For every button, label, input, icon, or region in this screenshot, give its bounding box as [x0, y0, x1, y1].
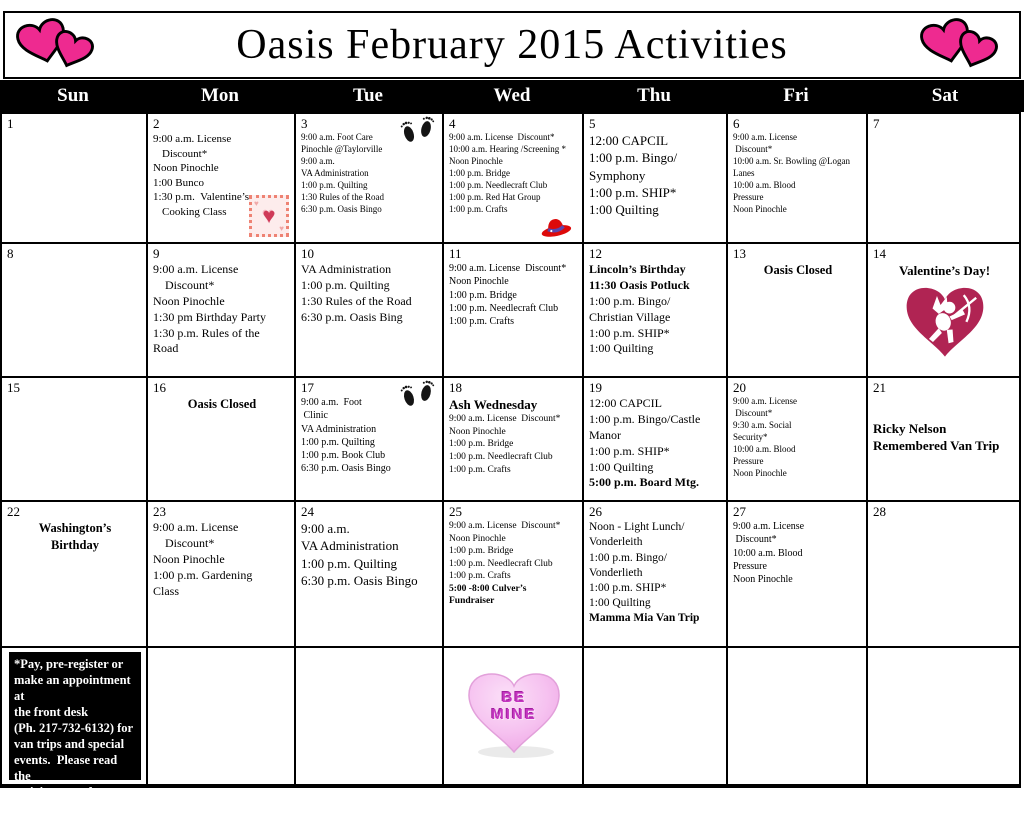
day-number: 23	[153, 504, 166, 519]
event-line: Oasis Closed	[763, 263, 833, 278]
event-list	[589, 132, 723, 218]
day-number: 3	[301, 116, 308, 131]
event-line: 11:30 Oasis Potluck	[589, 278, 690, 293]
day-number: 24	[301, 504, 314, 519]
event-line: 9:00 a.m. License	[153, 262, 239, 277]
event-line: Noon Pinochle	[153, 162, 219, 175]
event-line: Noon Pinochle	[733, 467, 787, 478]
day-number: 10	[301, 246, 314, 261]
event-list	[153, 396, 291, 413]
day-number: 22	[7, 504, 20, 519]
event-line: Noon Pinochle	[153, 293, 225, 308]
day-number: 8	[7, 246, 14, 261]
event-line: 1:00 p.m. Bridge	[449, 439, 514, 450]
event-line: 9:00 a.m.	[301, 521, 350, 537]
event-line: VA Administration	[301, 423, 377, 435]
event-line: Discount*	[733, 534, 777, 546]
calendar-cell-day-11	[444, 244, 582, 376]
day-number: 15	[7, 380, 20, 395]
event-line: 1:00 p.m. Bridge	[449, 289, 517, 301]
event-line: 1:00 p.m. Needlecraft Club	[449, 302, 559, 314]
event-line: Remembered Van Trip	[873, 438, 1000, 454]
event-line: 6:30 p.m. Oasis Bingo	[301, 463, 391, 475]
calendar-cell-day-21	[868, 378, 1019, 500]
event-line: 1:00 p.m. SHIP*	[589, 325, 670, 340]
calendar-cell-day-13	[728, 244, 866, 376]
event-line: 1:00 p.m. Quilting	[301, 555, 398, 571]
calendar-cell-day-12	[584, 244, 726, 376]
event-list	[153, 262, 291, 357]
footnote-line: the front desk	[14, 705, 89, 719]
event-line: 5:00 -8:00 Culver’s	[449, 583, 527, 594]
calendar-header	[3, 11, 1021, 79]
event-line: Symphony	[589, 167, 646, 183]
calendar-cell-day-28	[868, 502, 1019, 646]
weekday-header-mon: Mon	[201, 85, 239, 106]
day-number: 19	[589, 380, 602, 395]
day-number: 2	[153, 116, 160, 131]
event-line: Discount*	[733, 144, 773, 155]
footnote-line: events. Please read the	[14, 753, 121, 783]
event-line: 1:00 p.m. SHIP*	[589, 184, 677, 200]
footnote-line: make an appointment at	[14, 673, 134, 703]
event-line: 6:30 p.m. Oasis Bing	[301, 309, 403, 324]
footprints-icon	[400, 117, 436, 145]
day-number: 18	[449, 380, 462, 395]
event-line: 9:00 a.m. License	[733, 132, 797, 143]
event-list	[449, 520, 579, 608]
footnote-line: *Pay, pre-register or	[14, 657, 124, 671]
event-line: 12:00 CAPCIL	[589, 396, 663, 411]
footnote-line: van trips and special	[14, 737, 125, 751]
day-number: 11	[449, 246, 462, 261]
event-line: 1:00 Quilting	[589, 341, 654, 356]
event-line: VA Administration	[301, 167, 369, 178]
calendar-cell-day-4	[444, 114, 582, 242]
calendar-cell-day-22	[2, 502, 146, 646]
event-line: Ash Wednesday	[449, 397, 538, 413]
event-line: 1:30 Rules of the Road	[301, 191, 384, 202]
event-line: Mamma Mia Van Trip	[589, 612, 700, 625]
event-line: 9:00 a.m. Foot	[301, 397, 362, 409]
event-line: Clinic	[301, 410, 328, 422]
event-line: Discount*	[733, 408, 773, 419]
event-line: 5:00 p.m. Board Mtg.	[589, 475, 699, 490]
event-line: Birthday	[51, 537, 99, 552]
calendar-cell-day-5	[584, 114, 726, 242]
weekday-header-tue: Tue	[353, 85, 383, 106]
event-line: Ricky Nelson	[873, 421, 947, 437]
event-list	[733, 262, 863, 279]
event-line: Class	[153, 583, 180, 598]
day-number: 13	[733, 246, 746, 261]
event-line: Lanes	[733, 167, 755, 178]
event-line: Noon Pinochle	[449, 533, 506, 544]
event-line: Manor	[589, 427, 621, 442]
event-line: 10:00 a.m. Blood	[733, 547, 803, 559]
event-list	[733, 520, 863, 586]
hearts-decoration-left-icon	[5, 15, 115, 75]
footnote-box	[9, 652, 141, 815]
cupid-icon	[873, 280, 1016, 362]
event-line: 1:00 p.m. Bingo/	[589, 150, 678, 166]
calendar-grid	[0, 112, 1021, 815]
event-line: 9:00 a.m. License	[733, 396, 797, 407]
weekday-header-sun: Sun	[57, 85, 89, 106]
event-line: 1:00 p.m. Bridge	[449, 546, 514, 557]
day-number: 1	[7, 116, 14, 131]
event-line: 10:00 a.m. Hearing /Screening *	[449, 144, 566, 155]
footnote-line: activity notes for more	[14, 785, 134, 799]
event-line: Valentine’s Day!	[898, 263, 991, 279]
day-number: 28	[873, 504, 886, 519]
event-line: 1:00 p.m. Quilting	[301, 278, 390, 293]
event-line: 1:00 p.m. Crafts	[449, 464, 511, 475]
event-line: 1:00 Quilting	[589, 597, 651, 610]
weekday-header-sat: Sat	[931, 85, 959, 106]
event-line: Washington’s	[38, 521, 112, 536]
event-line: Security*	[733, 431, 768, 442]
calendar-cell-day-26	[584, 502, 726, 646]
event-list	[449, 262, 579, 328]
event-line: 1:00 Bunco	[153, 176, 205, 189]
weekday-header-row	[0, 80, 1024, 112]
event-line: Vonderlieth	[589, 566, 643, 579]
weekday-header-wed: Wed	[493, 85, 531, 106]
day-number: 27	[733, 504, 746, 519]
event-line: 10:00 a.m. Sr. Bowling @Logan	[733, 156, 851, 166]
event-line: 9:00 a.m. License Discount*	[449, 521, 561, 532]
event-line: 1:00 p.m. Gardening	[153, 567, 253, 582]
event-line: Oasis Closed	[187, 397, 257, 412]
calendar-cell-day-7	[868, 114, 1019, 242]
calendar-cell-day-3	[296, 114, 442, 242]
day-number: 16	[153, 380, 166, 395]
event-line: Pressure	[733, 191, 764, 202]
calendar-title: Oasis February 2015 Activities	[236, 22, 788, 68]
event-line: 9:30 a.m. Social	[733, 420, 792, 430]
event-line: 1:00 p.m. SHIP*	[589, 581, 667, 594]
day-number: 26	[589, 504, 602, 519]
event-line: Noon Pinochle	[733, 574, 793, 585]
event-list	[589, 520, 723, 626]
event-line: 6:30 p.m. Oasis Bingo	[301, 572, 418, 588]
event-line: 12:00 CAPCIL	[589, 133, 669, 149]
calendar-cell-day-9	[148, 244, 294, 376]
event-line: 1:00 p.m. Quilting	[301, 436, 375, 448]
event-line: Pinochle @Taylorville	[301, 144, 383, 155]
weekday-header-thu: Thu	[637, 85, 671, 106]
day-number: 6	[733, 116, 740, 131]
event-line: Discount*	[162, 536, 215, 551]
calendar-cell-day-6	[728, 114, 866, 242]
calendar-cell-empty	[2, 648, 146, 815]
stamp-icon: ♥ ♥ ♥	[249, 195, 289, 237]
event-line: Noon Pinochle	[449, 426, 506, 437]
event-list	[873, 262, 1016, 279]
event-line: Noon Pinochle	[449, 156, 503, 166]
event-line: 1:00 p.m. Bingo/	[589, 551, 667, 564]
calendar-cell-day-2	[148, 114, 294, 242]
event-line: Lincoln’s Birthday	[589, 262, 686, 277]
event-list	[589, 396, 723, 491]
calendar-cell-day-25	[444, 502, 582, 646]
event-line: Noon Pinochle	[449, 276, 509, 288]
event-line: Pressure	[733, 560, 767, 572]
day-number: 12	[589, 246, 602, 261]
event-line: 1:30 pm Birthday Party	[153, 309, 266, 324]
event-line: 1:00 p.m. Crafts	[449, 203, 508, 214]
event-list	[733, 132, 863, 215]
event-line: Vonderleith	[589, 536, 643, 549]
event-list	[7, 520, 143, 553]
day-number: 20	[733, 380, 746, 395]
event-line: 1:00 p.m. Crafts	[449, 571, 511, 582]
calendar-cell-day-24	[296, 502, 442, 646]
event-line: VA Administration	[301, 538, 399, 554]
calendar-cell-day-19	[584, 378, 726, 500]
day-number: 5	[589, 116, 596, 131]
event-line: Christian Village	[589, 309, 671, 324]
event-line: Pressure	[733, 455, 764, 466]
day-number: 4	[449, 116, 456, 131]
calendar-cell-empty	[728, 648, 866, 784]
day-number: 17	[301, 380, 314, 395]
event-list	[589, 262, 723, 357]
event-line: 1:00 Quilting	[589, 459, 654, 474]
event-list	[873, 420, 1016, 454]
event-line: Fundraiser	[449, 596, 495, 607]
event-list	[449, 132, 579, 215]
event-line: 9:00 a.m. License	[733, 521, 805, 533]
candy-line-2: MINE	[491, 705, 537, 723]
event-line: 9:00 a.m. License Discount*	[449, 132, 555, 143]
event-line: Noon Pinochle	[153, 551, 225, 566]
event-line: 9:00 a.m. Foot Care	[301, 132, 373, 143]
calendar-cell-empty	[444, 648, 582, 784]
footprints-icon	[400, 381, 436, 409]
calendar-cell-day-20	[728, 378, 866, 500]
event-line: VA Administration	[301, 262, 392, 277]
event-line: 1:30 Rules of the Road	[301, 293, 412, 308]
event-line: 9:00 a.m. License Discount*	[449, 263, 567, 275]
event-line: 1:00 p.m. Book Club	[301, 450, 386, 461]
event-line: 1:00 p.m. Crafts	[449, 316, 514, 327]
candy-line-1: BE	[501, 689, 527, 706]
calendar-cell-day-17	[296, 378, 442, 500]
event-line: 9:00 a.m. License	[153, 520, 239, 535]
event-line: Discount*	[162, 147, 208, 160]
be-mine-candy-heart-icon	[462, 664, 566, 765]
event-line: 1:30 p.m. Rules of the	[153, 325, 260, 340]
event-line: 9:00 a.m.	[301, 156, 335, 166]
event-line: 9:00 a.m. License Discount*	[449, 414, 561, 425]
event-line: 1:00 p.m. Bingo/Castle	[589, 412, 701, 427]
calendar-cell-empty	[148, 648, 294, 784]
event-line: Road	[153, 341, 179, 356]
calendar-cell-day-14	[868, 244, 1019, 376]
event-line: Discount*	[162, 278, 215, 293]
event-line: Cooking Class	[162, 205, 227, 218]
calendar-cell-empty	[584, 648, 726, 784]
event-list	[733, 396, 863, 479]
hearts-decoration-right-icon	[909, 15, 1019, 75]
calendar-cell-day-23	[148, 502, 294, 646]
event-list	[153, 520, 291, 599]
event-line: 1:00 p.m. Needlecraft Club	[449, 558, 553, 569]
calendar-cell-day-8	[2, 244, 146, 376]
event-line: 1:30 p.m. Valentine’s	[153, 191, 250, 204]
event-line: 1:00 p.m. Needlecraft Club	[449, 452, 553, 462]
footnote-line: detailed information.	[14, 801, 130, 815]
event-line: 1:00 p.m. Needlecraft Club	[449, 179, 548, 190]
calendar-cell-day-27	[728, 502, 866, 646]
event-line: 1:00 p.m. Bingo/	[589, 293, 671, 308]
day-number: 25	[449, 504, 462, 519]
day-number: 9	[153, 246, 160, 261]
event-list	[449, 396, 579, 476]
event-list	[301, 262, 439, 325]
weekday-header-fri: Fri	[783, 85, 809, 106]
event-line: Noon - Light Lunch/	[589, 521, 685, 534]
calendar-cell-empty	[868, 648, 1019, 784]
footnote-line: (Ph. 217-732-6132) for	[14, 721, 134, 735]
day-number: 7	[873, 116, 880, 131]
day-number: 14	[873, 246, 886, 261]
redhat-icon	[539, 215, 573, 239]
calendar-cell-day-1	[2, 114, 146, 242]
event-line: 1:00 p.m. Quilting	[301, 179, 368, 190]
calendar-cell-day-10	[296, 244, 442, 376]
day-number: 21	[873, 380, 886, 395]
event-line: 6:30 p.m. Oasis Bingo	[301, 203, 382, 214]
calendar-cell-day-15	[2, 378, 146, 500]
event-line: 1:00 p.m. Red Hat Group	[449, 191, 541, 202]
calendar-cell-day-18	[444, 378, 582, 500]
event-line: Noon Pinochle	[733, 203, 787, 214]
event-line: 1:00 p.m. SHIP*	[589, 443, 670, 458]
calendar-cell-empty	[296, 648, 442, 784]
event-line: 1:00 Quilting	[589, 201, 659, 217]
event-line: 9:00 a.m. License	[153, 133, 232, 146]
candy-heart-text	[462, 690, 566, 723]
calendar-cell-day-16	[148, 378, 294, 500]
event-line: 1:00 p.m. Bridge	[449, 167, 510, 178]
event-line: 10:00 a.m. Blood	[733, 443, 796, 454]
event-line: 10:00 a.m. Blood	[733, 179, 796, 190]
event-list	[301, 520, 439, 589]
